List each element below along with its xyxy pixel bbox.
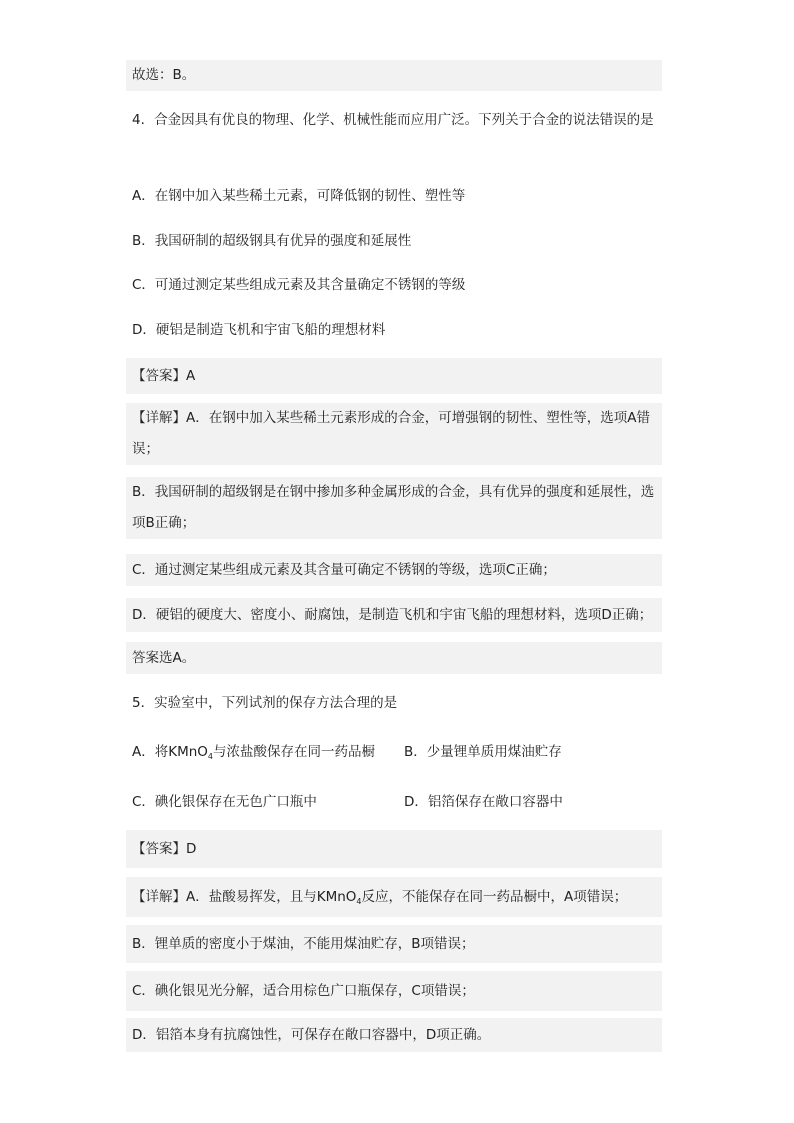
q4-option-a: A．在钢中加入某些稀土元素，可降低钢的韧性、塑性等 — [132, 188, 466, 204]
q5-option-c: C．碘化银保存在无色广口瓶中 — [132, 794, 317, 810]
q4-answer: 【答案】A — [126, 358, 662, 394]
q4-final-answer: 答案选A。 — [126, 642, 662, 674]
q5-option-a: A．将KMnO$_4$与浓盐酸保存在同一药品橱 — [132, 744, 376, 761]
q5-explanation-a: 【详解】A．盐酸易挥发，且与KMnO$_4$反应，不能保存在同一药品橱中，A项错误； — [126, 877, 662, 917]
question-5-stem: 5．实验室中，下列试剂的保存方法合理的是 — [132, 695, 398, 711]
q4-explanation-b: B．我国研制的超级钢是在钢中掺加多种金属形成的合金，具有优异的强度和延展性，选项B正确； — [126, 477, 662, 539]
prev-answer-conclusion: 故选：B。 — [126, 60, 662, 91]
q5-explanation-c: C．碘化银见光分解，适合用棕色广口瓶保存，C项错误； — [126, 971, 662, 1011]
q5-options-row-1 — [126, 742, 662, 767]
q4-explanation-d: D．硬铝的硬度大、密度小、耐腐蚀，是制造飞机和宇宙飞船的理想材料，选项D正确； — [126, 598, 662, 632]
q4-option-d: D．硬铝是制造飞机和宇宙飞船的理想材料 — [132, 322, 386, 338]
q5-explanation-b: B．锂单质的密度小于煤油，不能用煤油贮存，B项错误； — [126, 925, 662, 963]
q5-option-d: D．铝箔保存在敞口容器中 — [404, 794, 563, 810]
q4-explanation-c: C．通过测定某些组成元素及其含量可确定不锈钢的等级，选项C正确； — [126, 554, 662, 586]
q5-answer: 【答案】D — [126, 830, 662, 868]
q5-options-row-2 — [126, 792, 662, 812]
q4-explanation-a: 【详解】A．在钢中加入某些稀土元素形成的合金，可增强钢的韧性、塑性等，选项A错误； — [126, 403, 662, 465]
q4-option-b: B．我国研制的超级钢具有优异的强度和延展性 — [132, 233, 412, 249]
q5-explanation-d: D．铝箔本身有抗腐蚀性，可保存在敞口容器中，D项正确。 — [126, 1018, 662, 1052]
q4-option-c: C．可通过测定某些组成元素及其含量确定不锈钢的等级 — [132, 277, 466, 293]
q5-option-b: B．少量锂单质用煤油贮存 — [404, 744, 562, 760]
question-4-stem: 4．合金因具有优良的物理、化学、机械性能而应用广泛。下列关于合金的说法错误的是 — [132, 112, 654, 128]
